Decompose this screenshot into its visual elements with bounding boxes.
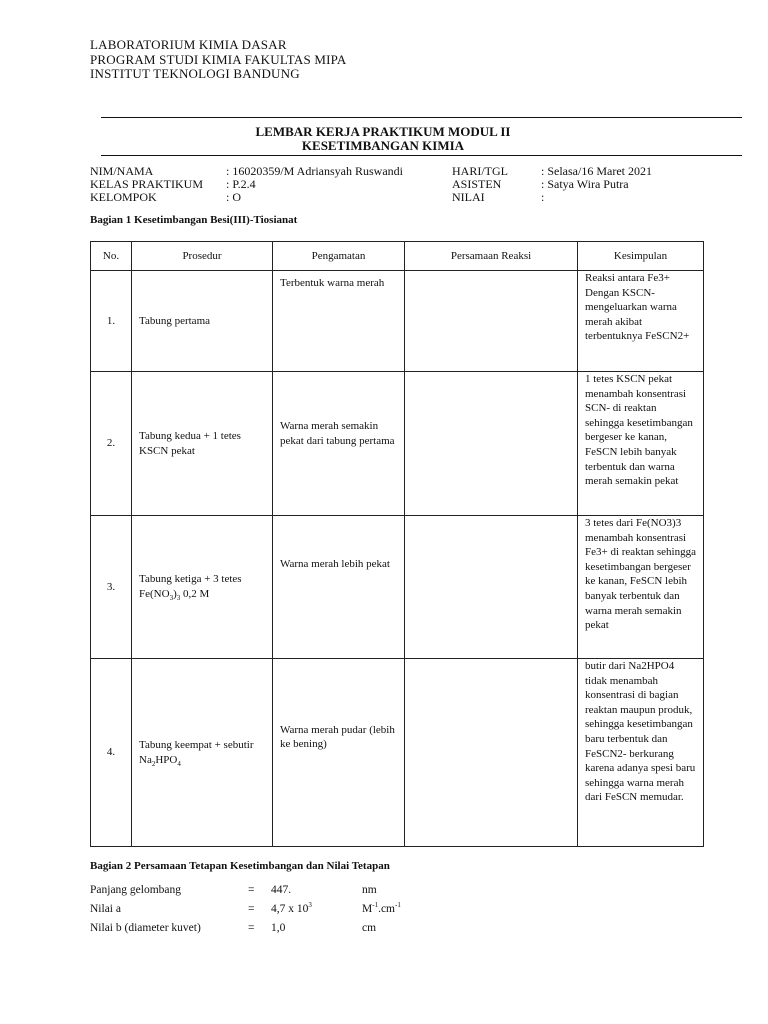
row-persamaan-reaksi — [405, 271, 578, 372]
table-header-row — [91, 242, 704, 271]
prosedur-subscript-2: 3 — [176, 594, 181, 603]
param-equals: = — [248, 922, 255, 934]
prosedur-subscript-2: 4 — [177, 759, 181, 768]
label-nim-nama: NIM/NAMA — [90, 164, 154, 178]
row-prosedur — [132, 659, 273, 847]
row-persamaan-reaksi — [405, 516, 578, 659]
label-hari-tgl: HARI/TGL — [452, 164, 508, 178]
info-right-values — [541, 165, 652, 204]
row-prosedur — [132, 516, 273, 659]
header-pengamatan: Pengamatan — [273, 242, 405, 271]
param-equals: = — [248, 884, 255, 896]
row-persamaan-reaksi — [405, 372, 578, 516]
unit-exponent-1: -1 — [372, 901, 379, 910]
document-title — [101, 125, 665, 153]
value-kelas: : P.2.4 — [226, 177, 256, 191]
info-left-labels — [90, 165, 203, 204]
header-line-3: INSTITUT TEKNOLOGI BANDUNG — [90, 66, 300, 81]
value-nim-nama: : 16020359/M Adriansyah Ruswandi — [226, 164, 403, 178]
prosedur-part-a: Tabung keempat + sebutir Na — [139, 738, 254, 766]
header-line-2: PROGRAM STUDI KIMIA FAKULTAS MIPA — [90, 51, 347, 67]
title-line-1: LEMBAR KERJA PRAKTIKUM MODUL II — [255, 124, 511, 139]
top-rule — [101, 117, 742, 118]
param-unit: cm — [362, 922, 377, 934]
unit-molar: M — [362, 903, 373, 915]
row-number: 3. — [91, 516, 132, 659]
row-persamaan-reaksi — [405, 659, 578, 847]
param-label: Panjang gelombang — [90, 884, 182, 896]
prosedur-part-c: 0,2 M — [180, 588, 210, 600]
unit-cm: .cm — [378, 903, 396, 915]
table-row — [91, 271, 704, 372]
row-number: 1. — [91, 271, 132, 372]
pengamatan-text: Warna merah semakin pekat dari tabung pertama — [280, 420, 395, 447]
row-pengamatan — [273, 372, 405, 516]
table-row — [91, 516, 704, 659]
param-label: Nilai b (diameter kuvet) — [90, 922, 201, 934]
value-base: 4,7 x 10 — [271, 903, 309, 915]
label-kelas: KELAS PRAKTIKUM — [90, 177, 204, 191]
prosedur-part-b: ) — [173, 588, 177, 600]
prosedur-subscript-1: 2 — [151, 759, 156, 768]
prosedur-text — [139, 738, 265, 767]
table-row — [91, 659, 704, 847]
title-line-2: KESETIMBANGAN KIMIA — [301, 138, 465, 153]
header-prosedur: Prosedur — [132, 242, 273, 271]
lab-header — [90, 38, 346, 82]
param-unit: nm — [362, 884, 377, 896]
title-rule — [101, 155, 742, 156]
value-asisten: : Satya Wira Putra — [541, 177, 629, 191]
value-kelompok: : O — [226, 190, 241, 204]
row-pengamatan: Terbentuk warna merah — [273, 271, 405, 372]
table-row — [91, 372, 704, 516]
row-prosedur: Tabung pertama — [132, 271, 273, 372]
row-kesimpulan: butir dari Na2HPO4 tidak menambah konsentrasi di bagian reaktan maupun produk, sehingga kesetimbangan baru terbentuk dan FeSCN2- berkurang karena adanya spesi baru sehingga warna merah dari FeSCN memudar. — [578, 659, 704, 847]
row-kesimpulan: 3 tetes dari Fe(NO3)3 menambah konsentrasi Fe3+ di reaktan sehingga kesetimbangan bergeser ke kanan, FeSCN lebih banyak terbentuk dan warna merah semakin pekat — [578, 516, 704, 659]
param-unit — [362, 903, 401, 915]
param-equals: = — [248, 903, 255, 915]
header-persamaan-reaksi: Persamaan Reaksi — [405, 242, 578, 271]
label-kelompok: KELOMPOK — [90, 190, 157, 204]
section-2-title: Bagian 2 Persamaan Tetapan Kesetimbangan dan Nilai Tetapan — [90, 860, 390, 872]
section-1-title: Bagian 1 Kesetimbangan Besi(III)-Tiosianat — [90, 214, 298, 226]
label-asisten: ASISTEN — [452, 177, 502, 191]
prosedur-text — [139, 572, 265, 601]
pengamatan-text: Warna merah lebih pekat — [280, 558, 390, 570]
param-value: 447. — [271, 884, 292, 896]
prosedur-part-a: Tabung ketiga + 3 tetes Fe(NO — [139, 573, 242, 600]
param-value — [271, 903, 312, 915]
prosedur-subscript-1: 3 — [169, 594, 174, 603]
row-number: 2. — [91, 372, 132, 516]
row-kesimpulan: Reaksi antara Fe3+ Dengan KSCN-mengeluarkan warna merah akibat terbentuknya FeSCN2+ — [578, 271, 704, 372]
row-pengamatan — [273, 516, 405, 659]
header-no: No. — [91, 242, 132, 271]
info-left-values — [226, 165, 403, 204]
row-pengamatan — [273, 659, 405, 847]
row-kesimpulan: 1 tetes KSCN pekat menambah konsentrasi SCN- di reaktan sehingga kesetimbangan bergeser ke kanan, FeSCN lebih banyak terbentuk dan warna merah semakin pekat — [578, 372, 704, 516]
param-value: 1,0 — [271, 922, 286, 934]
value-hari-tgl: : Selasa/16 Maret 2021 — [541, 164, 652, 178]
observation-table — [90, 241, 704, 847]
param-label: Nilai a — [90, 903, 121, 915]
row-number: 4. — [91, 659, 132, 847]
info-right-labels — [452, 165, 508, 204]
label-nilai: NILAI — [452, 190, 485, 204]
row-prosedur: Tabung kedua + 1 tetes KSCN pekat — [132, 372, 273, 516]
header-line-1: LABORATORIUM KIMIA DASAR — [90, 37, 287, 52]
value-exponent: 3 — [308, 901, 312, 910]
prosedur-part-b: HPO — [155, 753, 178, 766]
value-nilai: : — [541, 190, 545, 204]
pengamatan-text: Warna merah pudar (lebih ke bening) — [280, 723, 395, 751]
unit-exponent-2: -1 — [395, 901, 401, 910]
header-kesimpulan: Kesimpulan — [578, 242, 704, 271]
